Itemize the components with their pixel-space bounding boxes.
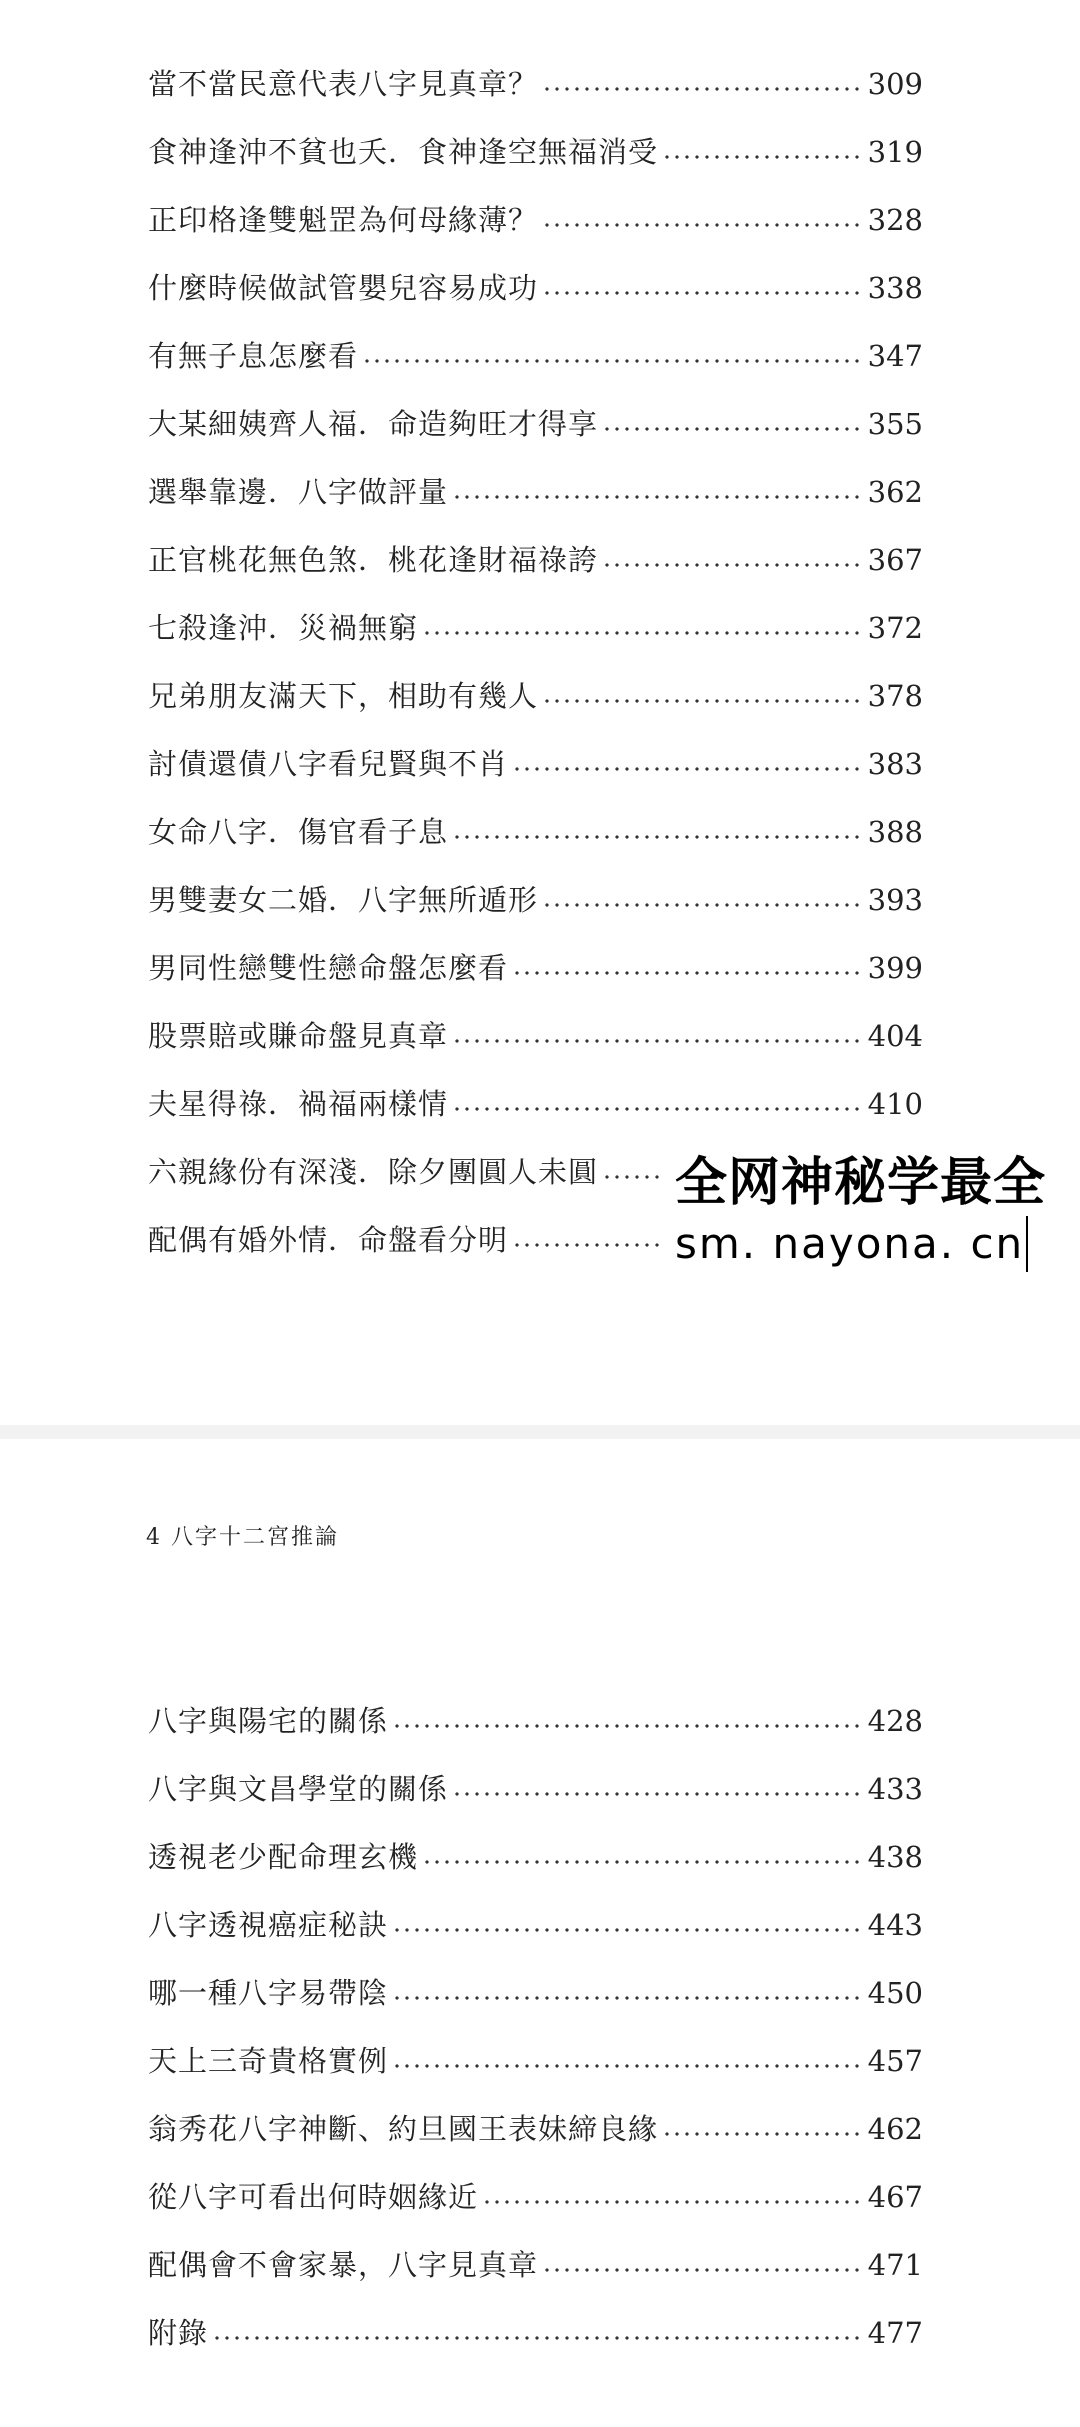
dot-leader (452, 1039, 864, 1043)
toc-entry (148, 186, 923, 240)
dot-leader (512, 1243, 664, 1247)
toc-entry-page: 309 (867, 67, 923, 101)
dot-leader (512, 767, 864, 771)
toc-entry-title: 六親緣份有深淺．除夕團圓人未圓 (148, 1155, 599, 1189)
toc-entry-title: 兄弟朋友滿天下，相助有幾人 (148, 679, 539, 713)
toc-entry-title: 選舉靠邊．八字做評量 (148, 475, 449, 509)
toc-entry-title: 正官桃花無色煞．桃花逢財福祿誇 (148, 543, 599, 577)
toc-entry (148, 2299, 923, 2353)
toc-entry-title: 男雙妻女二婚．八字無所遁形 (148, 883, 539, 917)
dot-leader (392, 1724, 864, 1728)
dot-leader (422, 1860, 864, 1864)
toc-entry (148, 50, 923, 104)
toc-entry-title: 七殺逢沖．災禍無窮 (148, 611, 419, 645)
toc-entry (148, 118, 923, 172)
toc-entry-page: 443 (867, 1908, 923, 1942)
toc-entry (148, 798, 923, 852)
toc-entry (148, 1002, 923, 1056)
toc-entry-title: 從八字可看出何時姻緣近 (148, 2180, 479, 2214)
toc-entry-page: 471 (867, 2248, 923, 2282)
toc-entry-page: 410 (867, 1087, 923, 1121)
toc-entry (148, 1070, 923, 1124)
toc-entry-page: 457 (867, 2044, 923, 2078)
dot-leader (602, 1175, 664, 1179)
toc-entry (148, 1891, 923, 1945)
dot-leader (452, 835, 864, 839)
toc-entry-title: 夫星得祿．禍福兩樣情 (148, 1087, 449, 1121)
toc-entry-title: 討債還債八字看兒賢與不肖 (148, 747, 509, 781)
toc-entry-title: 食神逢沖不貧也夭．食神逢空無福消受 (148, 135, 659, 169)
toc-entry-title: 附錄 (148, 2316, 209, 2350)
running-header: 4 八字十二宮推論 (146, 1525, 339, 1550)
dot-leader (392, 2064, 864, 2068)
dot-leader (542, 87, 864, 91)
toc-entry-title: 八字透視癌症秘訣 (148, 1908, 389, 1942)
toc-entry-page: 399 (867, 951, 923, 985)
toc-entry-page: 319 (867, 135, 923, 169)
dot-leader (212, 2336, 864, 2340)
toc-entry-title: 八字與文昌學堂的關係 (148, 1772, 449, 1806)
toc-entry-page: 383 (867, 747, 923, 781)
dot-leader (452, 495, 864, 499)
toc-entry-title: 正印格逢雙魁罡為何母緣薄？ (148, 203, 539, 237)
dot-leader (392, 1996, 864, 2000)
dot-leader (452, 1792, 864, 1796)
toc-entry (148, 322, 923, 376)
watermark-slogan: 全网神秘学最全 (675, 1153, 1047, 1213)
dot-leader (452, 1107, 864, 1111)
dot-leader (542, 291, 864, 295)
toc-entry-title: 八字與陽宅的關係 (148, 1704, 389, 1738)
toc-entry (148, 254, 923, 308)
dot-leader (542, 699, 864, 703)
toc-entry (148, 2163, 923, 2217)
toc-entry-page: 404 (867, 1019, 923, 1053)
toc-entry-title: 什麼時候做試管嬰兒容易成功 (148, 271, 539, 305)
toc-entry-title: 配偶有婚外情．命盤看分明 (148, 1223, 509, 1257)
page-separator (0, 1425, 1080, 1439)
toc-entry (148, 526, 923, 580)
toc-entry (148, 594, 923, 648)
toc-entry-page: 467 (867, 2180, 923, 2214)
toc-entry-title: 翁秀花八字神斷、約旦國王表妹締良緣 (148, 2112, 659, 2146)
dot-leader (662, 155, 864, 159)
toc-entry-page: 347 (867, 339, 923, 373)
toc-entry-page: 388 (867, 815, 923, 849)
dot-leader (482, 2200, 864, 2204)
toc-entry-title: 當不當民意代表八字見真章？ (148, 67, 539, 101)
toc-entry-title: 透視老少配命理玄機 (148, 1840, 419, 1874)
toc-entry-title: 股票賠或賺命盤見真章 (148, 1019, 449, 1053)
dot-leader (602, 563, 864, 567)
toc-entry (148, 1823, 923, 1877)
toc-entry (148, 934, 923, 988)
toc-entry-page: 428 (867, 1704, 923, 1738)
toc-entry-page: 367 (867, 543, 923, 577)
dot-leader (602, 427, 864, 431)
toc-entry-page: 393 (867, 883, 923, 917)
dot-leader (422, 631, 864, 635)
dot-leader (542, 2268, 864, 2272)
toc-entry-title: 有無子息怎麼看 (148, 339, 359, 373)
toc-entry-title: 大某細姨齊人福．命造夠旺才得享 (148, 407, 599, 441)
toc-entry-page: 372 (867, 611, 923, 645)
toc-entry (148, 662, 923, 716)
toc-entry-page: 338 (867, 271, 923, 305)
toc-entry-partial (148, 1206, 668, 1260)
toc-entry (148, 2095, 923, 2149)
toc-entry (148, 1687, 923, 1741)
toc-entry (148, 866, 923, 920)
toc-entry-title: 女命八字．傷官看子息 (148, 815, 449, 849)
toc-entry (148, 1755, 923, 1809)
toc-entry-page: 378 (867, 679, 923, 713)
toc-entry-title: 天上三奇貴格實例 (148, 2044, 389, 2078)
toc-entry-page: 438 (867, 1840, 923, 1874)
toc-entry-page: 328 (867, 203, 923, 237)
dot-leader (392, 1928, 864, 1932)
toc-entry-page: 433 (867, 1772, 923, 1806)
watermark-overlay (675, 1150, 1075, 1272)
toc-entry-title: 男同性戀雙性戀命盤怎麼看 (148, 951, 509, 985)
toc-entry-page: 355 (867, 407, 923, 441)
dot-leader (542, 903, 864, 907)
toc-entry-page: 362 (867, 475, 923, 509)
watermark-url: sm. nayona. cn (675, 1216, 1028, 1272)
dot-leader (542, 223, 864, 227)
toc-entry (148, 458, 923, 512)
toc-entry-page: 462 (867, 2112, 923, 2146)
toc-entry (148, 390, 923, 444)
dot-leader (362, 359, 864, 363)
toc-entry-page: 477 (867, 2316, 923, 2350)
toc-entry-page: 450 (867, 1976, 923, 2010)
dot-leader (512, 971, 864, 975)
toc-entry-title: 哪一種八字易帶陰 (148, 1976, 389, 2010)
toc-entry (148, 730, 923, 784)
toc-entry-title: 配偶會不會家暴，八字見真章 (148, 2248, 539, 2282)
toc-entry-partial (148, 1138, 668, 1192)
toc-entry (148, 1959, 923, 2013)
toc-entry (148, 2027, 923, 2081)
toc-entry (148, 2231, 923, 2285)
dot-leader (662, 2132, 864, 2136)
